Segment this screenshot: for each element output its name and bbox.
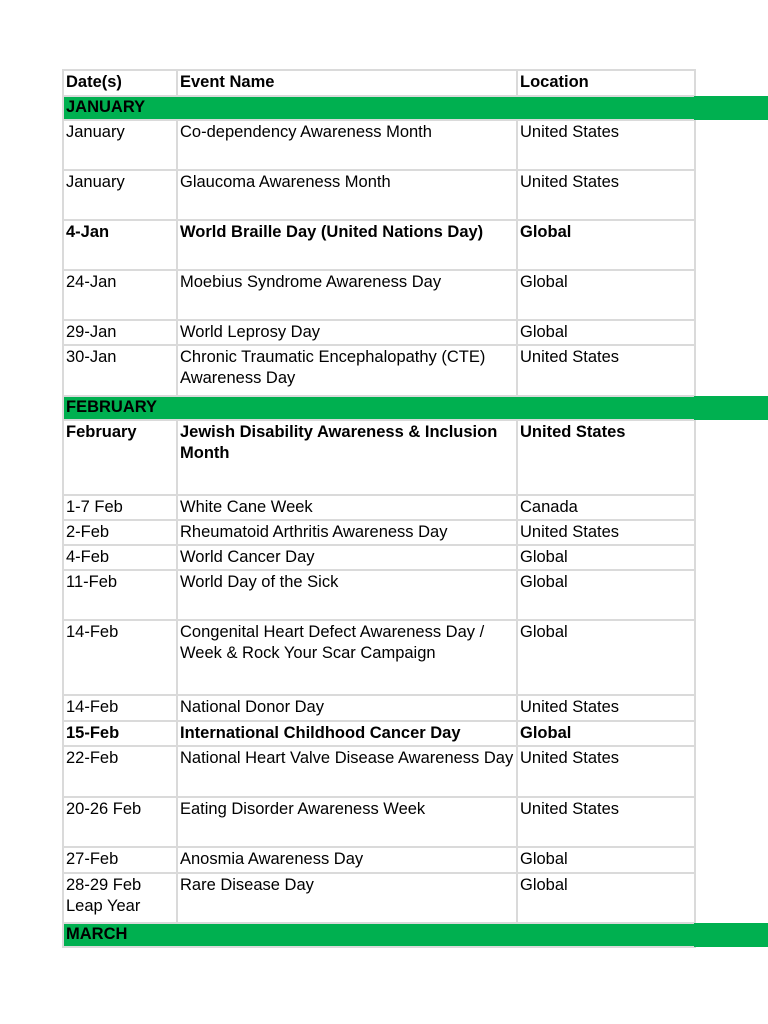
month-band-extension xyxy=(694,923,768,947)
event-name-cell: Rheumatoid Arthritis Awareness Day xyxy=(177,520,517,545)
location-cell: Global xyxy=(517,847,695,873)
location-cell: United States xyxy=(517,120,695,170)
date-cell: 24-Jan xyxy=(63,270,177,320)
table-row xyxy=(63,320,695,345)
awareness-events-table xyxy=(62,69,696,948)
location-cell: Global xyxy=(517,220,695,270)
date-cell: 28-29 Feb Leap Year xyxy=(63,873,177,923)
table-row xyxy=(63,545,695,570)
location-cell: United States xyxy=(517,520,695,545)
location-cell: Global xyxy=(517,320,695,345)
table-row xyxy=(63,721,695,746)
event-name-cell: Moebius Syndrome Awareness Day xyxy=(177,270,517,320)
event-name-cell: Eating Disorder Awareness Week xyxy=(177,797,517,847)
event-name-cell: International Childhood Cancer Day xyxy=(177,721,517,746)
date-cell: 27-Feb xyxy=(63,847,177,873)
event-name-cell: Rare Disease Day xyxy=(177,873,517,923)
event-name-cell: World Day of the Sick xyxy=(177,570,517,620)
event-column-header: Event Name xyxy=(177,70,517,96)
date-cell: 14-Feb xyxy=(63,695,177,721)
table-row xyxy=(63,270,695,320)
event-name-cell: Co-dependency Awareness Month xyxy=(177,120,517,170)
month-row-february xyxy=(63,396,695,420)
location-cell: Global xyxy=(517,620,695,695)
date-cell: 14-Feb xyxy=(63,620,177,695)
event-name-cell: Jewish Disability Awareness & Inclusion Month xyxy=(177,420,517,495)
event-name-cell: Chronic Traumatic Encephalopathy (CTE) Awareness Day xyxy=(177,345,517,396)
table-row xyxy=(63,220,695,270)
date-cell: 30-Jan xyxy=(63,345,177,396)
location-cell: Canada xyxy=(517,495,695,520)
location-cell: Global xyxy=(517,570,695,620)
table-row xyxy=(63,620,695,695)
date-cell: 2-Feb xyxy=(63,520,177,545)
event-name-cell: World Braille Day (United Nations Day) xyxy=(177,220,517,270)
month-label: JANUARY xyxy=(63,96,695,120)
location-cell: Global xyxy=(517,721,695,746)
event-name-cell: Glaucoma Awareness Month xyxy=(177,170,517,220)
event-name-cell: National Heart Valve Disease Awareness Day xyxy=(177,746,517,797)
header-row xyxy=(63,70,695,96)
date-cell: 29-Jan xyxy=(63,320,177,345)
month-label: FEBRUARY xyxy=(63,396,695,420)
date-cell: January xyxy=(63,170,177,220)
table-row xyxy=(63,847,695,873)
table-row xyxy=(63,520,695,545)
table-row xyxy=(63,873,695,923)
date-cell: 20-26 Feb xyxy=(63,797,177,847)
location-cell: Global xyxy=(517,270,695,320)
location-cell: United States xyxy=(517,170,695,220)
table-body xyxy=(63,70,695,947)
month-row-january xyxy=(63,96,695,120)
table-row xyxy=(63,570,695,620)
location-cell: United States xyxy=(517,797,695,847)
event-name-cell: World Leprosy Day xyxy=(177,320,517,345)
month-band-extension xyxy=(694,96,768,120)
event-name-cell: Congenital Heart Defect Awareness Day / Week & Rock Your Scar Campaign xyxy=(177,620,517,695)
table-row xyxy=(63,420,695,495)
event-name-cell: Anosmia Awareness Day xyxy=(177,847,517,873)
location-cell: United States xyxy=(517,695,695,721)
location-cell: United States xyxy=(517,420,695,495)
event-name-cell: World Cancer Day xyxy=(177,545,517,570)
date-column-header: Date(s) xyxy=(63,70,177,96)
event-name-cell: National Donor Day xyxy=(177,695,517,721)
location-cell: United States xyxy=(517,746,695,797)
location-cell: United States xyxy=(517,345,695,396)
date-cell: 11-Feb xyxy=(63,570,177,620)
date-cell: 4-Feb xyxy=(63,545,177,570)
month-band-extension xyxy=(694,396,768,420)
table-row xyxy=(63,120,695,170)
month-row-march xyxy=(63,923,695,947)
location-column-header: Location xyxy=(517,70,695,96)
date-cell: 1-7 Feb xyxy=(63,495,177,520)
table-row xyxy=(63,695,695,721)
date-cell: January xyxy=(63,120,177,170)
location-cell: Global xyxy=(517,545,695,570)
table-row xyxy=(63,797,695,847)
month-label: MARCH xyxy=(63,923,695,947)
event-name-cell: White Cane Week xyxy=(177,495,517,520)
date-cell: 4-Jan xyxy=(63,220,177,270)
location-cell: Global xyxy=(517,873,695,923)
table-row xyxy=(63,746,695,797)
table-row xyxy=(63,345,695,396)
date-cell: 15-Feb xyxy=(63,721,177,746)
date-cell: 22-Feb xyxy=(63,746,177,797)
table-row xyxy=(63,495,695,520)
date-cell: February xyxy=(63,420,177,495)
table-row xyxy=(63,170,695,220)
